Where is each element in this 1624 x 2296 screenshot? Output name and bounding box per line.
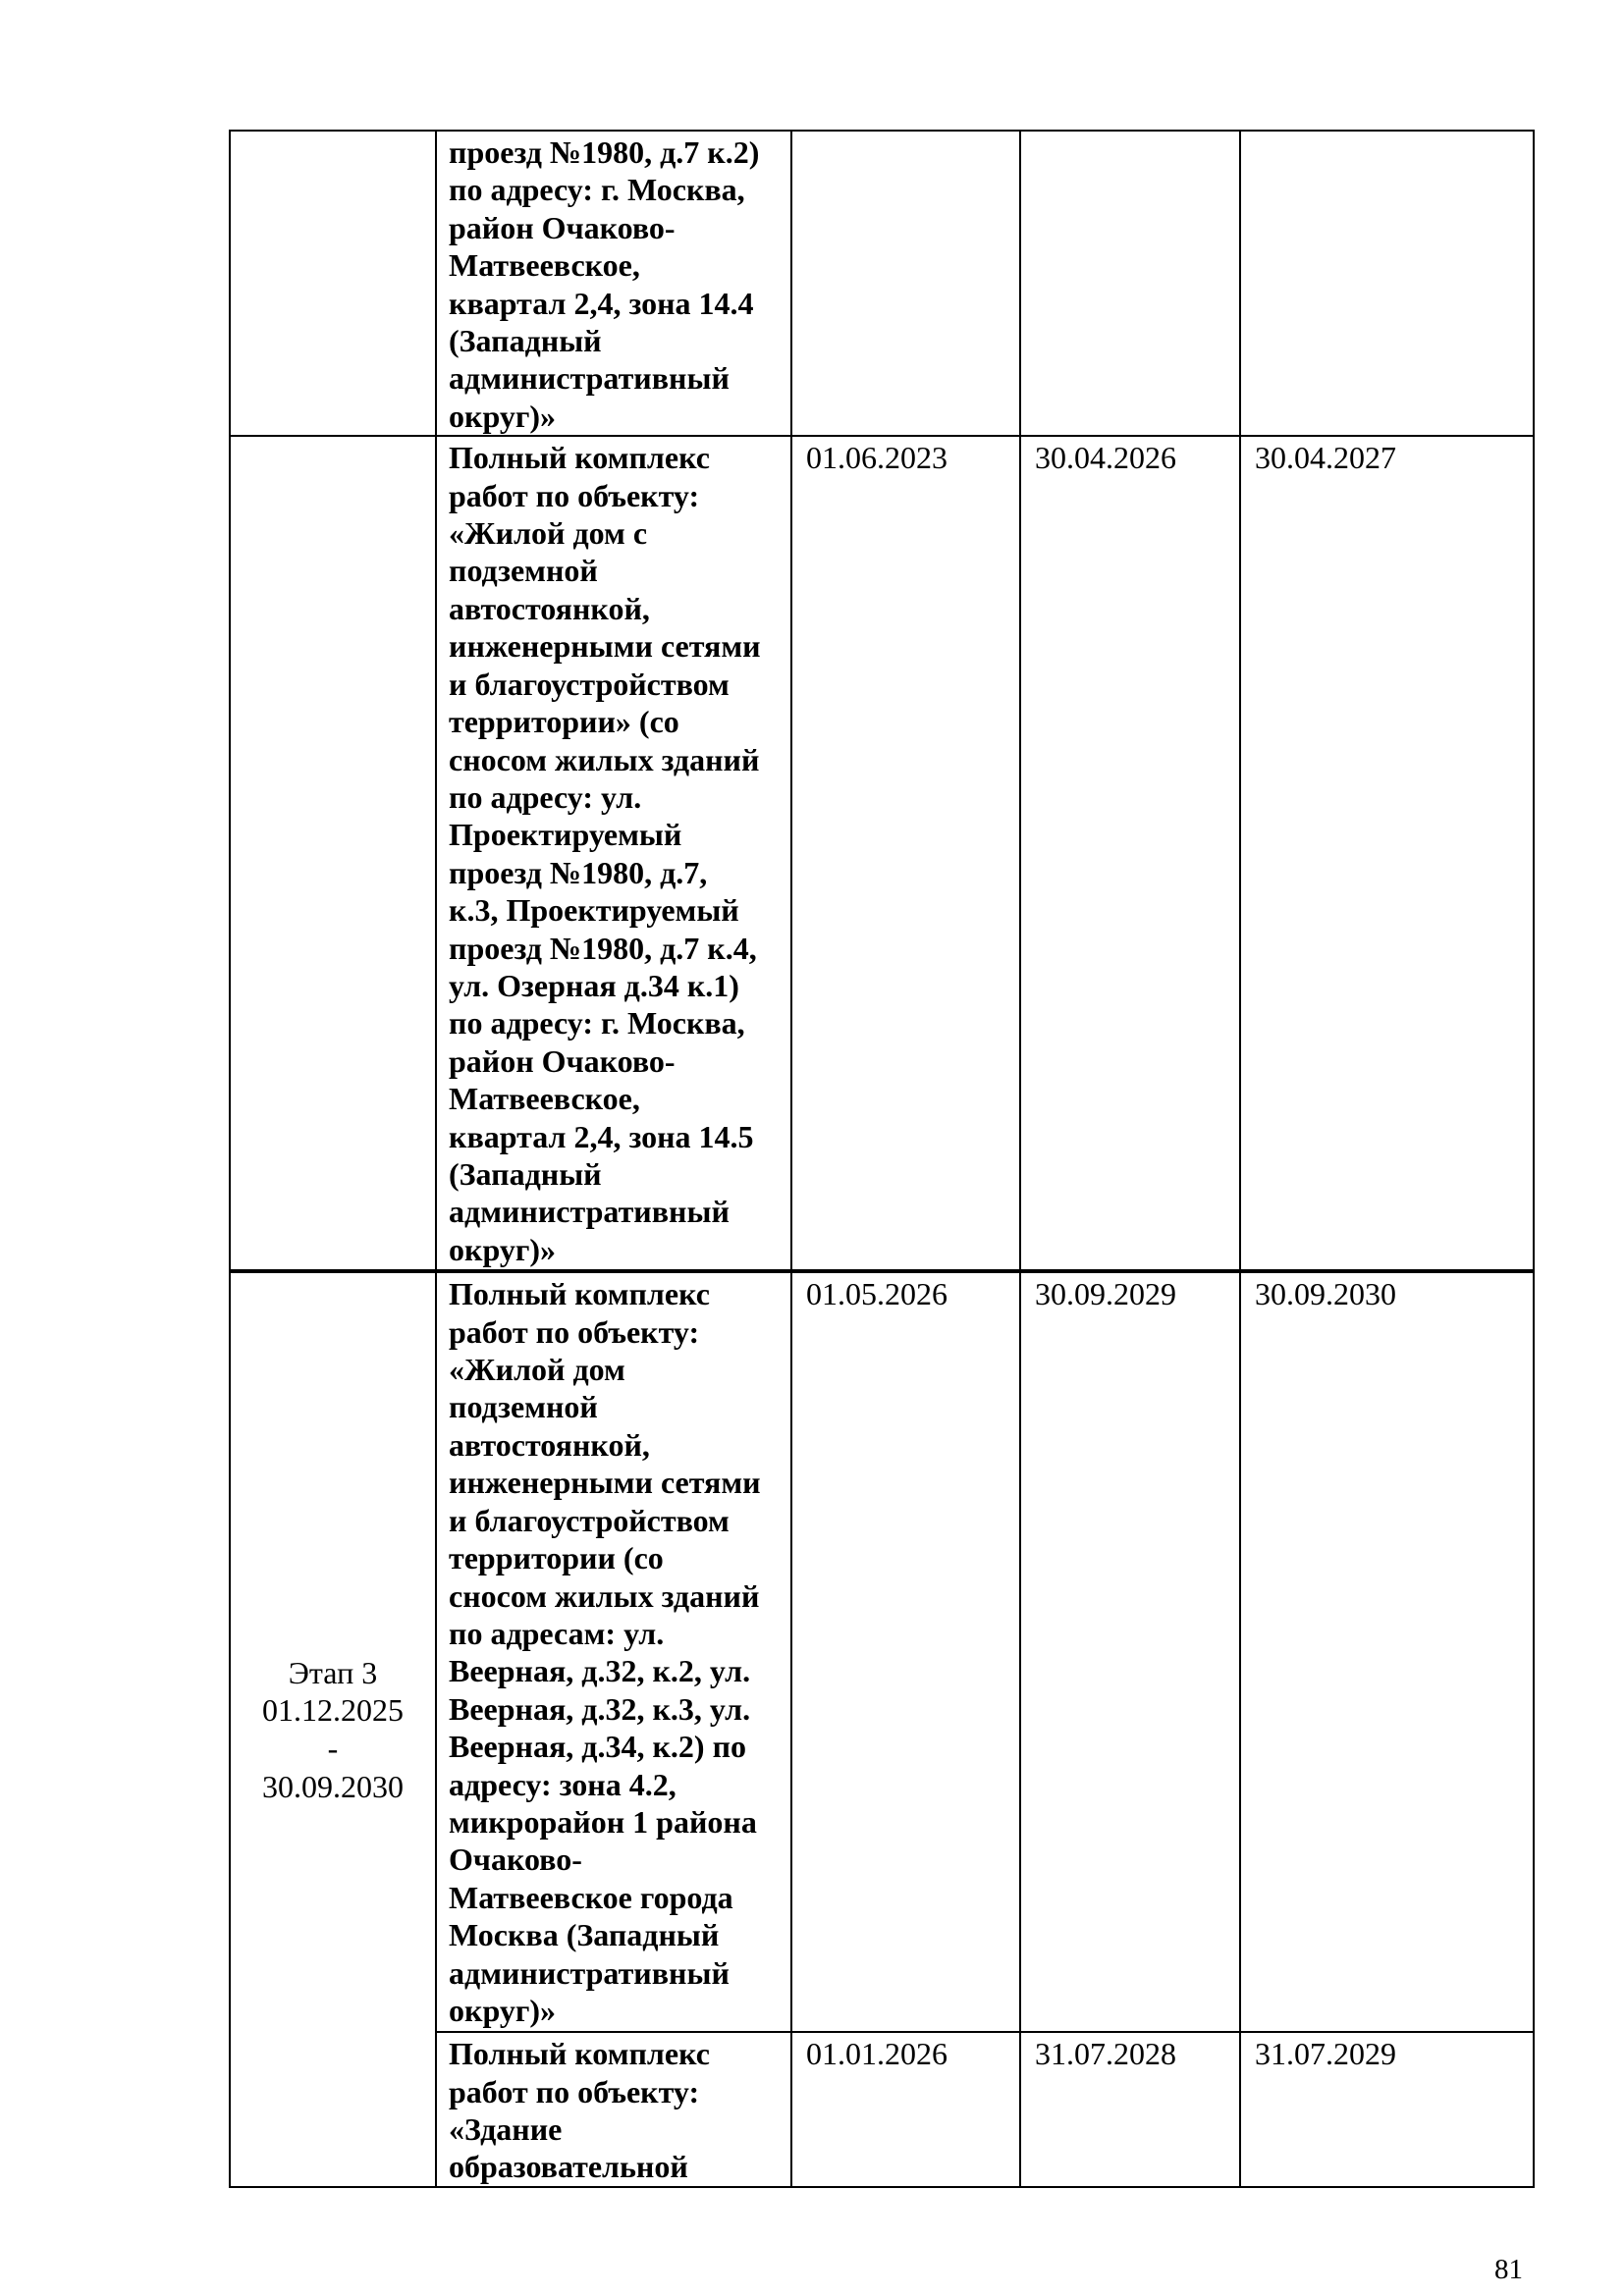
description-line: инженерными сетями	[449, 628, 761, 665]
description-line: округ)»	[449, 1231, 556, 1267]
stage-to-date: 30.09.2030	[262, 1768, 404, 1804]
end-date: 30.04.2026	[1020, 436, 1240, 1271]
schedule-table	[229, 130, 1535, 2188]
description-line: адресу: зона 4.2,	[449, 1766, 677, 1802]
description-line: Москва (Западный	[449, 1917, 720, 1953]
work-description	[436, 131, 791, 436]
stage-name: Этап 3	[288, 1654, 378, 1690]
description-line: квартал 2,4, зона 14.4	[449, 285, 754, 321]
description-line: микрорайон 1 района	[449, 1803, 757, 1840]
deadline-date: 31.07.2029	[1240, 2032, 1534, 2187]
description-line: Очаково-	[449, 1842, 582, 1878]
description-line: Матвеевское,	[449, 1081, 640, 1117]
description-line: округ)»	[449, 398, 556, 434]
description-line: Веерная, д.34, к.2) по	[449, 1729, 747, 1765]
description-line: автостоянкой,	[449, 590, 650, 626]
description-line: работ по объекту:	[449, 1313, 700, 1350]
description-line: работ по объекту:	[449, 2073, 700, 2109]
description-line: подземной	[449, 1389, 598, 1425]
table-row	[230, 1271, 1534, 2032]
description-line: по адресам: ул.	[449, 1615, 665, 1651]
description-line: Веерная, д.32, к.2, ул.	[449, 1653, 751, 1689]
description-line: проезд №1980, д.7 к.4,	[449, 930, 757, 966]
description-line: район Очаково-	[449, 1042, 676, 1079]
description-line: проезд №1980, д.7,	[449, 854, 708, 890]
description-line: Проектируемый	[449, 817, 682, 853]
description-line: по адресу: г. Москва,	[449, 172, 745, 208]
description-line: по адресу: ул.	[449, 778, 642, 815]
description-line: (Западный	[449, 1155, 602, 1192]
table-row	[230, 436, 1534, 1271]
description-line: «Жилой дом	[449, 1352, 625, 1388]
start-date	[791, 131, 1020, 436]
start-date: 01.05.2026	[791, 1271, 1020, 2032]
start-date: 01.01.2026	[791, 2032, 1020, 2187]
description-line: по адресу: г. Москва,	[449, 1005, 745, 1041]
description-line: квартал 2,4, зона 14.5	[449, 1118, 754, 1154]
description-line: Полный комплекс	[449, 2036, 710, 2072]
description-line: округ)»	[449, 1992, 556, 2028]
description-line: Полный комплекс	[449, 440, 710, 476]
work-description	[436, 2032, 791, 2187]
work-description	[436, 1271, 791, 2032]
description-line: «Здание	[449, 2111, 563, 2148]
description-line: работ по объекту:	[449, 477, 700, 513]
description-line: и благоустройством	[449, 666, 730, 702]
description-line: инженерными сетями	[449, 1465, 761, 1501]
stage-cell-empty	[230, 131, 436, 436]
deadline-date: 30.09.2030	[1240, 1271, 1534, 2032]
description-line: административный	[449, 360, 730, 397]
description-line: территории (со	[449, 1540, 664, 1576]
stage-dash: -	[327, 1731, 339, 1767]
table-row	[230, 131, 1534, 436]
stage-cell	[230, 1271, 436, 2187]
stage-from-date: 01.12.2025	[262, 1692, 404, 1729]
end-date	[1020, 131, 1240, 436]
description-line: Матвеевское,	[449, 247, 640, 284]
page-number: 81	[1494, 2254, 1523, 2285]
stage-cell-empty	[230, 436, 436, 1271]
description-line: ул. Озерная д.34 к.1)	[449, 967, 739, 1003]
description-line: Матвеевское города	[449, 1879, 733, 1915]
description-line: административный	[449, 1954, 730, 1991]
description-line: и благоустройством	[449, 1502, 730, 1538]
description-line: «Жилой дом с	[449, 515, 648, 552]
deadline-date: 30.04.2027	[1240, 436, 1534, 1271]
start-date: 01.06.2023	[791, 436, 1020, 1271]
description-line: административный	[449, 1194, 730, 1230]
work-description	[436, 436, 791, 1271]
description-line: автостоянкой,	[449, 1426, 650, 1463]
description-line: образовательной	[449, 2149, 688, 2185]
deadline-date	[1240, 131, 1534, 436]
description-line: Полный комплекс	[449, 1276, 710, 1312]
end-date: 30.09.2029	[1020, 1271, 1240, 2032]
description-line: район Очаково-	[449, 209, 676, 245]
description-line: сносом жилых зданий	[449, 1577, 760, 1614]
description-line: к.3, Проектируемый	[449, 892, 739, 929]
description-line: (Западный	[449, 323, 602, 359]
description-line: сносом жилых зданий	[449, 741, 760, 777]
description-line: Веерная, д.32, к.3, ул.	[449, 1690, 751, 1727]
description-line: подземной	[449, 553, 598, 589]
end-date: 31.07.2028	[1020, 2032, 1240, 2187]
description-line: территории» (со	[449, 704, 679, 740]
description-line: проезд №1980, д.7 к.2)	[449, 134, 760, 170]
